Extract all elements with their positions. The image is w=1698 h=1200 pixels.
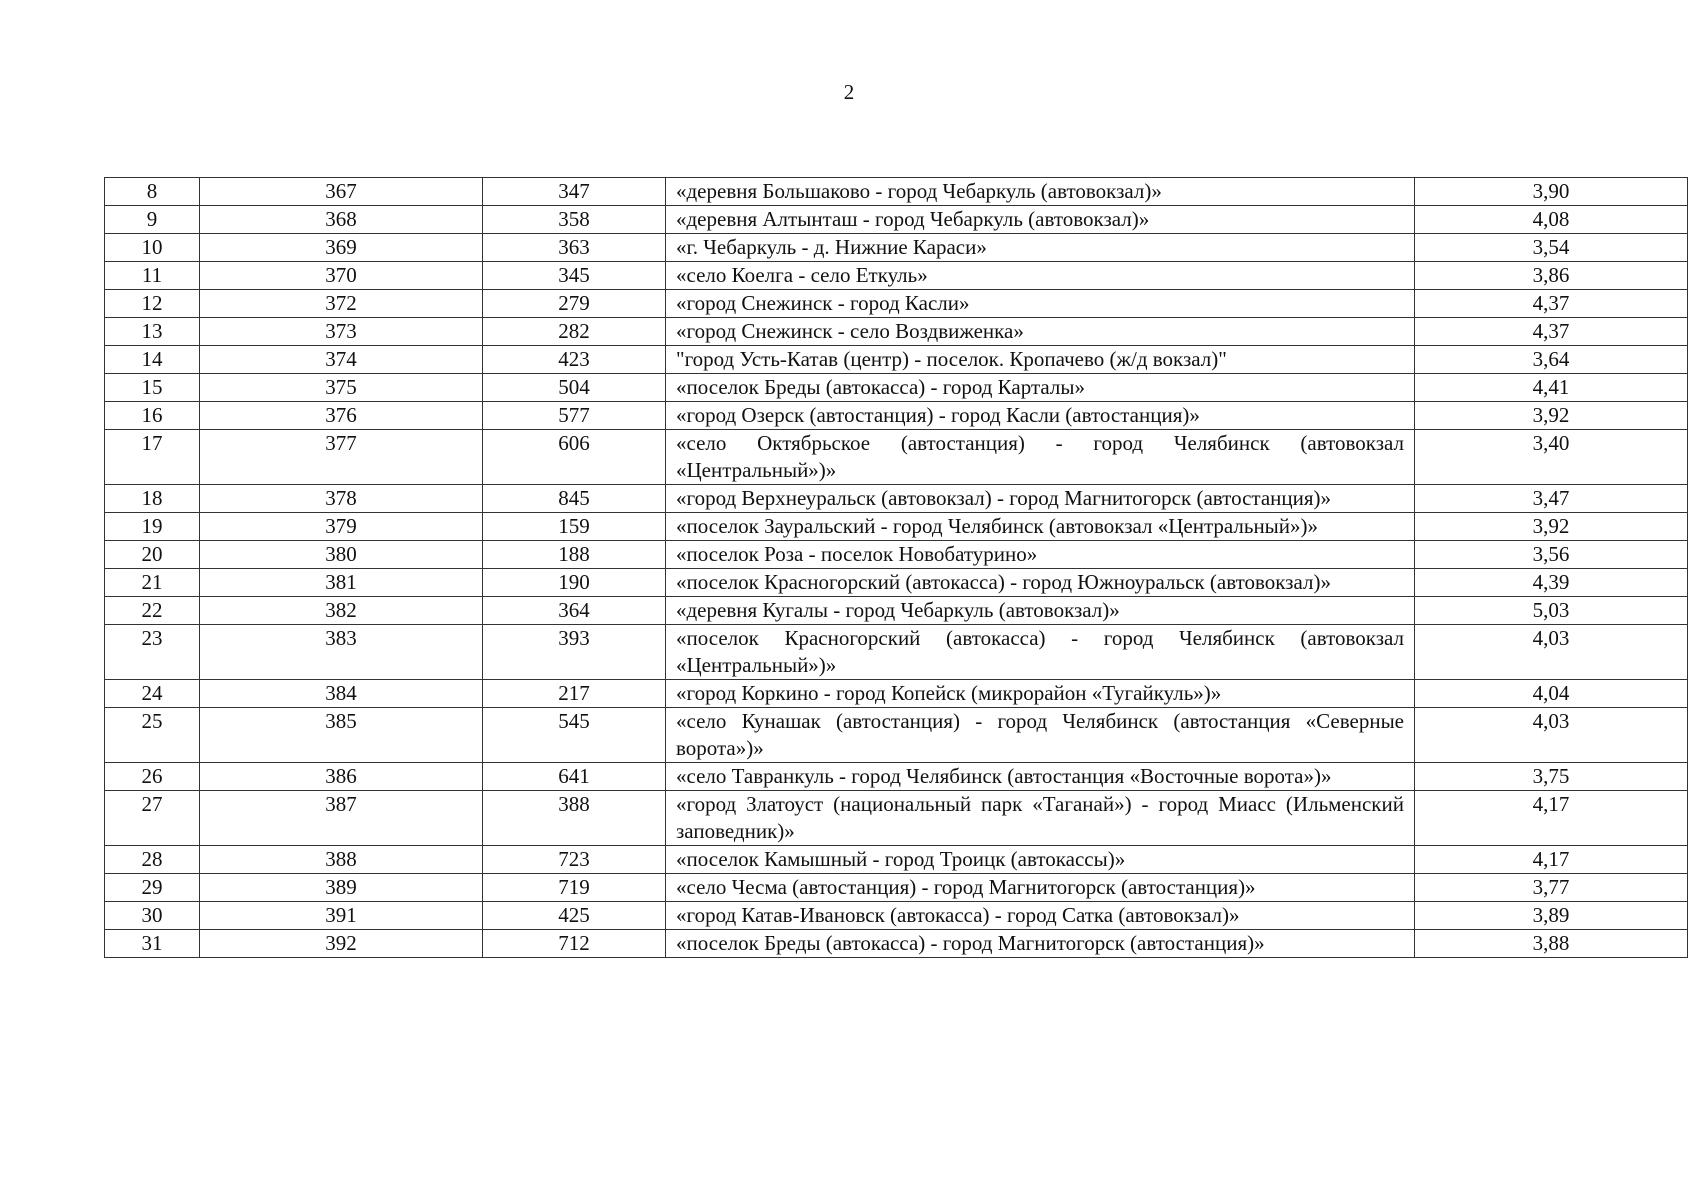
- cell-number: 8: [105, 178, 200, 206]
- table-row: [105, 708, 1688, 763]
- cell-number: 16: [105, 402, 200, 430]
- cell-route-name: «поселок Красногорский (автокасса) - город Южноуральск (автовокзал)»: [666, 569, 1415, 597]
- cell-value: 3,89: [1415, 902, 1688, 930]
- cell-route-name: «село Кунашак (автостанция) - город Челябинск (автостанция «Северные ворота»)»: [666, 708, 1415, 763]
- cell-value: 3,56: [1415, 541, 1688, 569]
- table-row: [105, 318, 1688, 346]
- cell-route-name: «поселок Роза - поселок Новобатурино»: [666, 541, 1415, 569]
- cell-number: 29: [105, 874, 200, 902]
- cell-registry-number: 369: [200, 234, 483, 262]
- cell-route-name: «город Снежинск - город Касли»: [666, 290, 1415, 318]
- table-row: [105, 874, 1688, 902]
- cell-value: 4,41: [1415, 374, 1688, 402]
- table-row: [105, 902, 1688, 930]
- cell-route-number: 712: [483, 930, 666, 958]
- table-row: [105, 178, 1688, 206]
- cell-route-number: 423: [483, 346, 666, 374]
- cell-registry-number: 373: [200, 318, 483, 346]
- cell-route-number: 641: [483, 763, 666, 791]
- table-row: [105, 513, 1688, 541]
- cell-value: 3,75: [1415, 763, 1688, 791]
- cell-registry-number: 391: [200, 902, 483, 930]
- cell-registry-number: 370: [200, 262, 483, 290]
- cell-registry-number: 380: [200, 541, 483, 569]
- cell-value: 4,04: [1415, 680, 1688, 708]
- cell-route-number: 188: [483, 541, 666, 569]
- cell-number: 22: [105, 597, 200, 625]
- cell-number: 12: [105, 290, 200, 318]
- table-row: [105, 262, 1688, 290]
- cell-value: 3,92: [1415, 513, 1688, 541]
- page-number: 2: [843, 80, 855, 104]
- cell-route-name: «город Катав-Ивановск (автокасса) - город Сатка (автовокзал)»: [666, 902, 1415, 930]
- cell-number: 24: [105, 680, 200, 708]
- table-row: [105, 346, 1688, 374]
- cell-value: 4,39: [1415, 569, 1688, 597]
- cell-route-name: «город Снежинск - село Воздвиженка»: [666, 318, 1415, 346]
- table-row: [105, 763, 1688, 791]
- routes-table-body: [105, 178, 1688, 958]
- cell-number: 9: [105, 206, 200, 234]
- table-row: [105, 930, 1688, 958]
- cell-registry-number: 388: [200, 846, 483, 874]
- cell-number: 11: [105, 262, 200, 290]
- cell-value: 3,88: [1415, 930, 1688, 958]
- cell-registry-number: 374: [200, 346, 483, 374]
- cell-registry-number: 377: [200, 430, 483, 485]
- cell-route-number: 719: [483, 874, 666, 902]
- cell-route-name: «поселок Красногорский (автокасса) - город Челябинск (автовокзал «Центральный»)»: [666, 625, 1415, 680]
- cell-value: 3,77: [1415, 874, 1688, 902]
- table-row: [105, 569, 1688, 597]
- cell-number: 20: [105, 541, 200, 569]
- cell-route-number: 358: [483, 206, 666, 234]
- cell-route-name: «деревня Кугалы - город Чебаркуль (автовокзал)»: [666, 597, 1415, 625]
- cell-value: 3,86: [1415, 262, 1688, 290]
- cell-number: 14: [105, 346, 200, 374]
- cell-route-number: 388: [483, 791, 666, 846]
- table-row: [105, 541, 1688, 569]
- cell-value: 4,08: [1415, 206, 1688, 234]
- cell-registry-number: 385: [200, 708, 483, 763]
- cell-route-name: «деревня Большаково - город Чебаркуль (автовокзал)»: [666, 178, 1415, 206]
- routes-table: [104, 177, 1688, 958]
- cell-route-number: 545: [483, 708, 666, 763]
- cell-registry-number: 386: [200, 763, 483, 791]
- cell-route-number: 364: [483, 597, 666, 625]
- cell-value: 3,90: [1415, 178, 1688, 206]
- cell-route-number: 363: [483, 234, 666, 262]
- cell-route-name: "город Усть-Катав (центр) - поселок. Кропачево (ж/д вокзал)": [666, 346, 1415, 374]
- cell-number: 10: [105, 234, 200, 262]
- cell-route-number: 393: [483, 625, 666, 680]
- cell-registry-number: 378: [200, 485, 483, 513]
- table-row: [105, 430, 1688, 485]
- table-row: [105, 846, 1688, 874]
- cell-registry-number: 379: [200, 513, 483, 541]
- cell-value: 4,37: [1415, 318, 1688, 346]
- cell-number: 19: [105, 513, 200, 541]
- cell-value: 3,92: [1415, 402, 1688, 430]
- table-row: [105, 791, 1688, 846]
- cell-registry-number: 389: [200, 874, 483, 902]
- cell-number: 30: [105, 902, 200, 930]
- cell-value: 3,40: [1415, 430, 1688, 485]
- table-row: [105, 597, 1688, 625]
- cell-route-number: 282: [483, 318, 666, 346]
- cell-route-name: «поселок Камышный - город Троицк (автокассы)»: [666, 846, 1415, 874]
- cell-value: 4,17: [1415, 791, 1688, 846]
- cell-route-name: «г. Чебаркуль - д. Нижние Караси»: [666, 234, 1415, 262]
- cell-registry-number: 367: [200, 178, 483, 206]
- cell-route-number: 279: [483, 290, 666, 318]
- cell-registry-number: 372: [200, 290, 483, 318]
- table-row: [105, 290, 1688, 318]
- table-row: [105, 234, 1688, 262]
- cell-route-number: 504: [483, 374, 666, 402]
- cell-value: 3,54: [1415, 234, 1688, 262]
- cell-value: 4,17: [1415, 846, 1688, 874]
- cell-route-name: «село Тавранкуль - город Челябинск (автостанция «Восточные ворота»)»: [666, 763, 1415, 791]
- cell-registry-number: 382: [200, 597, 483, 625]
- cell-number: 28: [105, 846, 200, 874]
- cell-number: 21: [105, 569, 200, 597]
- cell-route-number: 347: [483, 178, 666, 206]
- cell-route-name: «село Коелга - село Еткуль»: [666, 262, 1415, 290]
- table-row: [105, 485, 1688, 513]
- cell-registry-number: 381: [200, 569, 483, 597]
- cell-route-name: «поселок Зауральский - город Челябинск (автовокзал «Центральный»)»: [666, 513, 1415, 541]
- cell-route-name: «поселок Бреды (автокасса) - город Карталы»: [666, 374, 1415, 402]
- cell-number: 15: [105, 374, 200, 402]
- cell-registry-number: 383: [200, 625, 483, 680]
- cell-route-number: 159: [483, 513, 666, 541]
- cell-value: 3,47: [1415, 485, 1688, 513]
- cell-number: 31: [105, 930, 200, 958]
- cell-route-number: 723: [483, 846, 666, 874]
- cell-route-number: 425: [483, 902, 666, 930]
- cell-route-number: 606: [483, 430, 666, 485]
- cell-number: 13: [105, 318, 200, 346]
- cell-route-number: 190: [483, 569, 666, 597]
- cell-route-name: «село Чесма (автостанция) - город Магнитогорск (автостанция)»: [666, 874, 1415, 902]
- cell-registry-number: 392: [200, 930, 483, 958]
- cell-value: 4,03: [1415, 708, 1688, 763]
- cell-value: 4,37: [1415, 290, 1688, 318]
- cell-number: 17: [105, 430, 200, 485]
- cell-route-name: «город Озерск (автостанция) - город Касли (автостанция)»: [666, 402, 1415, 430]
- cell-registry-number: 384: [200, 680, 483, 708]
- cell-registry-number: 387: [200, 791, 483, 846]
- cell-route-name: «город Верхнеуральск (автовокзал) - город Магнитогорск (автостанция)»: [666, 485, 1415, 513]
- cell-number: 23: [105, 625, 200, 680]
- table-row: [105, 402, 1688, 430]
- cell-route-number: 577: [483, 402, 666, 430]
- table-row: [105, 206, 1688, 234]
- cell-route-name: «поселок Бреды (автокасса) - город Магнитогорск (автостанция)»: [666, 930, 1415, 958]
- cell-route-number: 845: [483, 485, 666, 513]
- cell-registry-number: 368: [200, 206, 483, 234]
- cell-value: 4,03: [1415, 625, 1688, 680]
- cell-value: 3,64: [1415, 346, 1688, 374]
- cell-route-name: «село Октябрьское (автостанция) - город Челябинск (автовокзал «Центральный»)»: [666, 430, 1415, 485]
- cell-number: 26: [105, 763, 200, 791]
- table-row: [105, 680, 1688, 708]
- table-row: [105, 374, 1688, 402]
- cell-route-name: «город Коркино - город Копейск (микрорайон «Тугайкуль»)»: [666, 680, 1415, 708]
- cell-route-number: 345: [483, 262, 666, 290]
- cell-number: 25: [105, 708, 200, 763]
- cell-registry-number: 376: [200, 402, 483, 430]
- cell-route-name: «город Златоуст (национальный парк «Таганай») - город Миасс (Ильменский заповедник)»: [666, 791, 1415, 846]
- cell-route-name: «деревня Алтынташ - город Чебаркуль (автовокзал)»: [666, 206, 1415, 234]
- cell-registry-number: 375: [200, 374, 483, 402]
- table-row: [105, 625, 1688, 680]
- cell-number: 18: [105, 485, 200, 513]
- cell-number: 27: [105, 791, 200, 846]
- cell-route-number: 217: [483, 680, 666, 708]
- cell-value: 5,03: [1415, 597, 1688, 625]
